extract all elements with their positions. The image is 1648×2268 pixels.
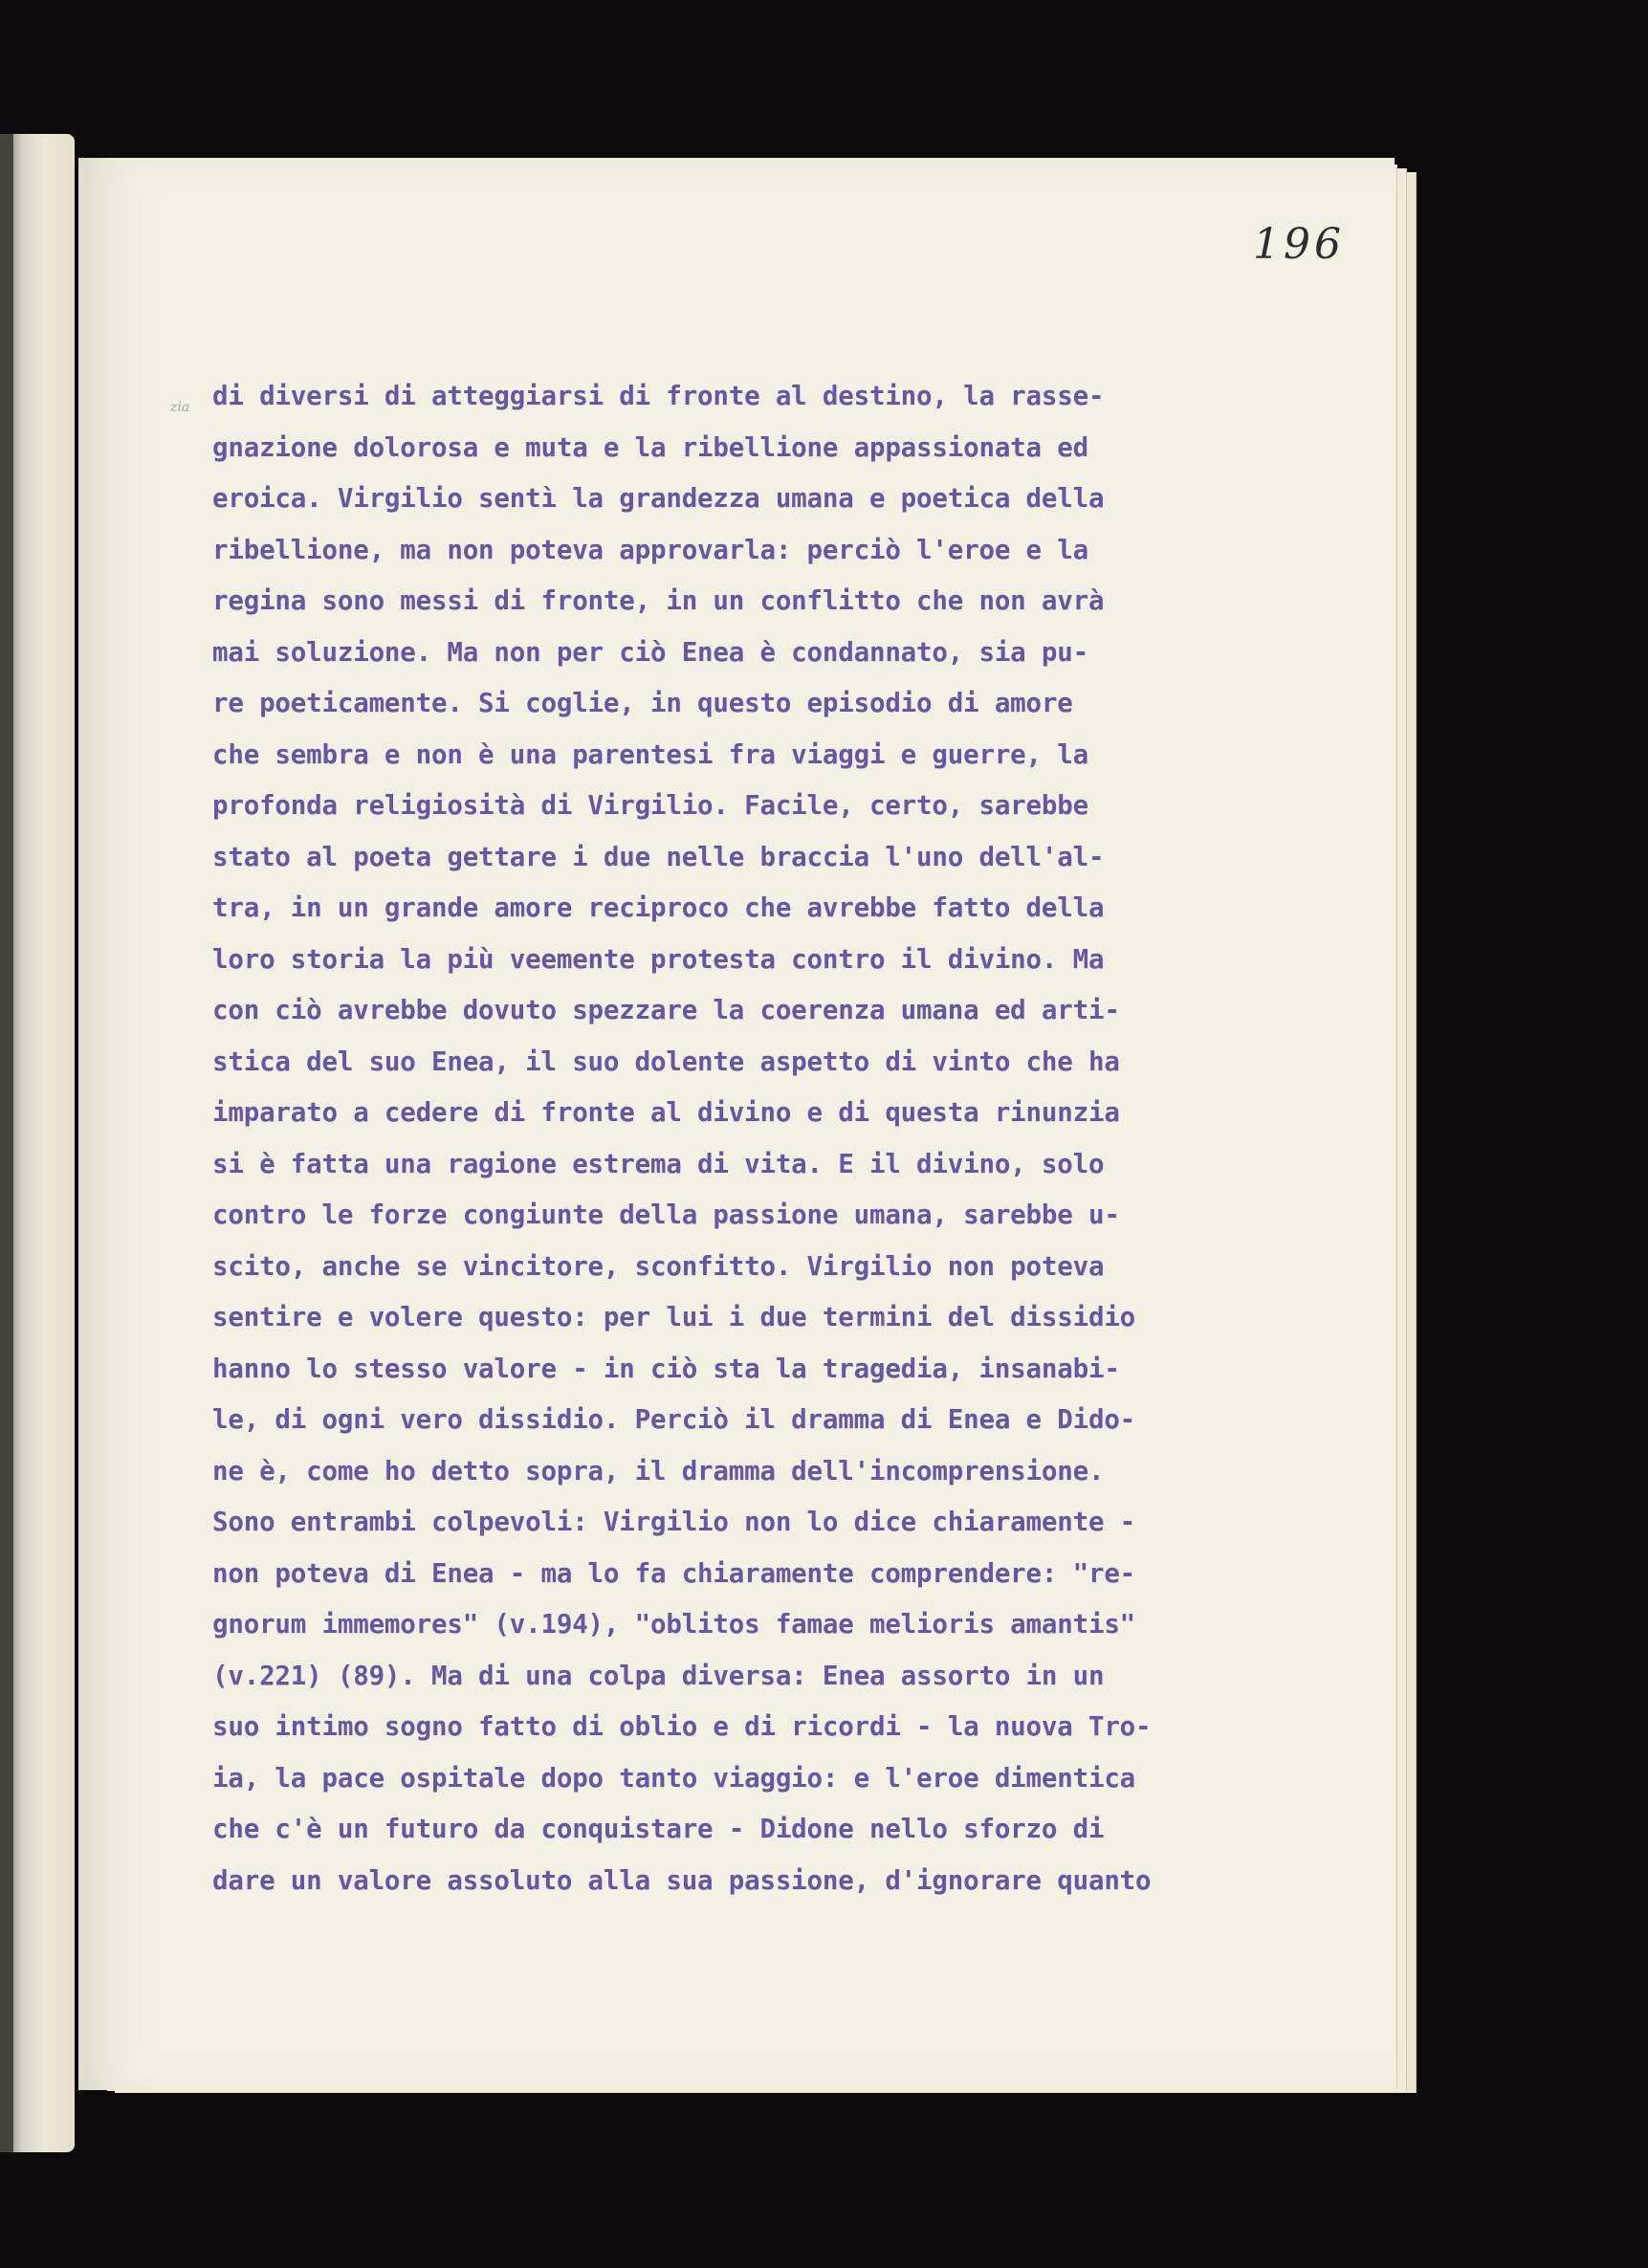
text-line: stica del suo Enea, il suo dolente aspetto di vinto che ha <box>212 1046 1120 1077</box>
book-cover-edge <box>0 134 13 2152</box>
text-line: hanno lo stesso valore - in ciò sta la tragedia, insanabi- <box>212 1353 1120 1384</box>
text-line: gnazione dolorosa e muta e la ribellione appassionata ed <box>212 431 1088 463</box>
text-line: imparato a cedere di fronte al divino e di questa rinunzia <box>212 1097 1120 1128</box>
text-line: gnorum immemores" (v.194), "oblitos famae melioris amantis" <box>212 1609 1136 1640</box>
text-line: profonda religiosità di Virgilio. Facile, certo, sarebbe <box>212 790 1088 821</box>
body-text <box>212 371 1303 1906</box>
text-line: di diversi di atteggiarsi di fronte al destino, la rasse- <box>212 381 1105 411</box>
text-line: contro le forze congiunte della passione umana, sarebbe u- <box>212 1200 1120 1230</box>
text-line: (v.221) (89). Ma di una colpa diversa: Enea assorto in un <box>212 1660 1105 1691</box>
text-line: tra, in un grande amore reciproco che avrebbe fatto della <box>212 892 1105 923</box>
text-line: si è fatta una ragione estrema di vita. E il divino, solo <box>212 1148 1105 1179</box>
page-number: 196 <box>1253 220 1345 269</box>
text-line: Sono entrambi colpevoli: Virgilio non lo dice chiaramente - <box>212 1507 1136 1537</box>
text-line: le, di ogni vero dissidio. Perciò il dramma di Enea e Dido- <box>212 1404 1136 1435</box>
text-line: che sembra e non è una parentesi fra viaggi e guerre, la <box>212 738 1088 770</box>
text-line: che c'è un futuro da conquistare - Didone nello sforzo di <box>212 1814 1105 1844</box>
text-line: regina sono messi di fronte, in un conflitto che non avrà <box>212 585 1105 616</box>
text-line: ia, la pace ospitale dopo tanto viaggio: e l'eroe dimentica <box>212 1762 1136 1794</box>
text-line: ne è, come ho detto sopra, il dramma dell'incomprensione. <box>212 1455 1105 1486</box>
text-line: con ciò avrebbe dovuto spezzare la coerenza umana ed arti- <box>212 995 1120 1025</box>
text-line: suo intimo sogno fatto di oblio e di ricordi - la nuova Tro- <box>212 1711 1152 1742</box>
text-line: ribellione, ma non poteva approvarla: perciò l'eroe e la <box>212 534 1088 565</box>
margin-note: zia <box>170 400 190 415</box>
text-line: dare un valore assoluto alla sua passione, d'ignorare quanto <box>212 1864 1152 1896</box>
text-line: eroica. Virgilio sentì la grandezza umana e poetica della <box>212 483 1105 514</box>
text-line: mai soluzione. Ma non per ciò Enea è condannato, sia pu- <box>212 636 1088 668</box>
text-line: sentire e volere questo: per lui i due termini del dissidio <box>212 1302 1136 1332</box>
text-line: re poeticamente. Si coglie, in questo episodio di amore <box>212 688 1073 718</box>
text-line: loro storia la più veemente protesta contro il divino. Ma <box>212 943 1105 975</box>
text-line: scito, anche se vincitore, sconfitto. Virgilio non poteva <box>212 1250 1105 1282</box>
text-line: stato al poeta gettare i due nelle braccia l'uno dell'al- <box>212 841 1105 872</box>
text-line: non poteva di Enea - ma lo fa chiaramente comprendere: "re- <box>212 1557 1136 1589</box>
